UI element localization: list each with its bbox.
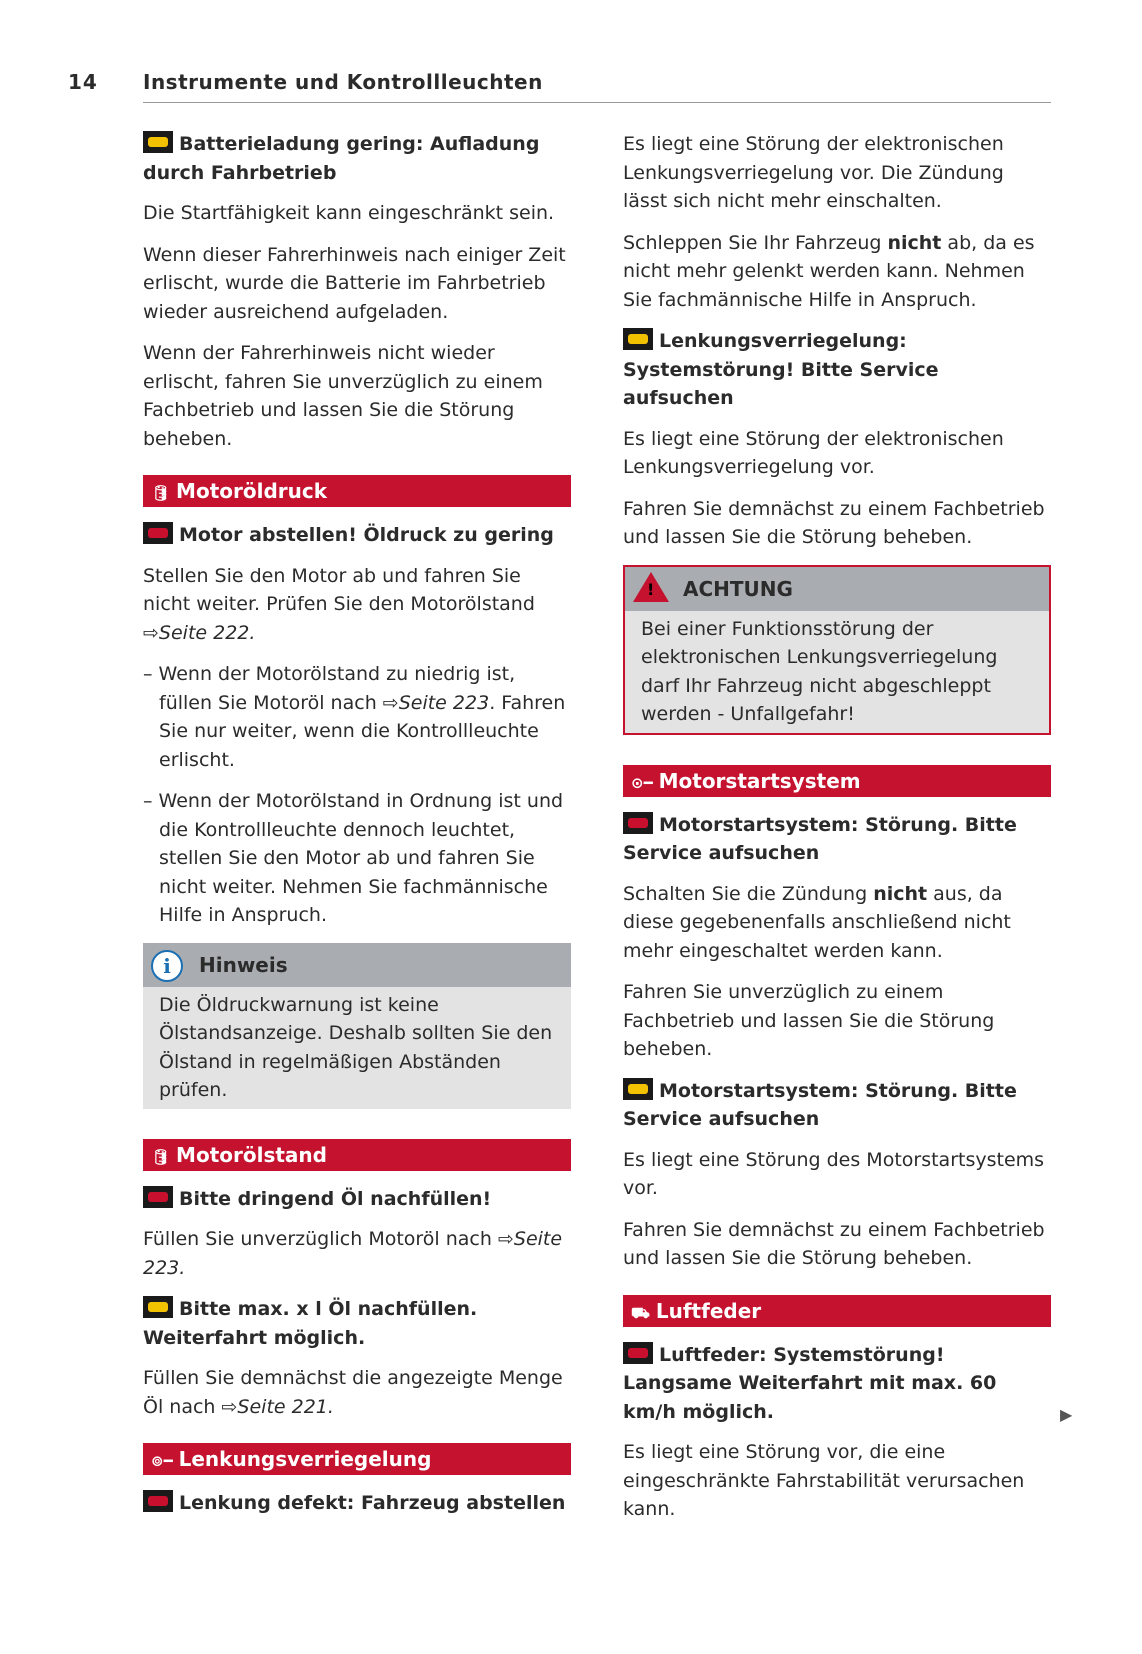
text: Stellen Sie den Motor ab und fahren Sie nicht weiter. Prüfen Sie den Motorölstand [143,564,535,615]
start-key-icon: ⊙━ [631,773,653,792]
oil-can-icon: 🛢 [151,484,171,502]
page-title: Instrumente und Kontrollleuchten [143,70,543,94]
battery-heading [143,130,571,187]
paragraph: Es liegt eine Störung des Motorstartsystems vor. [623,1148,1045,1199]
note-box [143,943,571,1109]
paragraph [143,562,571,648]
air-suspension-icon: ⛟ [631,1303,650,1322]
section-title: Motorölstand [176,1142,327,1167]
oil-level-yellow-icon [143,1296,173,1318]
heading-text: Luftfeder: Systemstörung! Langsame Weiterfahrt mit max. 60 km/h möglich. [623,1343,997,1423]
heading-text: Lenkung defekt: Fahrzeug abstellen [179,1492,566,1514]
paragraph [143,1225,571,1282]
warning-header [625,567,1049,611]
section-bar-steering-lock [143,1443,571,1475]
section-bar-engine-start [623,765,1051,797]
steering-heading-2 [623,327,1051,413]
text: Schalten Sie die Zündung [623,882,874,905]
warning-title: ACHTUNG [683,576,793,601]
paragraph: Fahren Sie unverzüglich zu einem Fachbetrieb und lassen Sie die Störung beheben. [623,981,995,1060]
paragraph [143,1364,571,1421]
list-item [143,660,571,774]
emphasis: nicht [873,882,928,905]
oil-pressure-icon [143,522,173,544]
paragraph: Es liegt eine Störung der elektronischen Lenkungsverriegelung vor. Die Zündung lässt sich nicht mehr einschalten. [623,133,1004,212]
paragraph: Es liegt eine Störung der elektronischen Lenkungsverriegelung vor. [623,427,1004,478]
text: Schleppen Sie Ihr Fahrzeug [623,231,888,254]
paragraph: Die Startfähigkeit kann eingeschränkt sein. [143,202,555,224]
oil-level-heading-2 [143,1295,571,1352]
note-title: Hinweis [199,952,288,977]
section-title: Motoröldruck [176,479,328,503]
paragraph: Fahren Sie demnächst zu einem Fachbetrieb und lassen Sie die Störung beheben. [623,1218,1045,1269]
text: . Fahren Sie nur weiter, wenn die Kontrollleuchte erlischt. [159,691,566,771]
emphasis: nicht [887,231,942,254]
air-suspension-heading [623,1341,1051,1427]
section-title: Luftfeder [655,1298,762,1323]
warning-box [623,565,1051,735]
heading-text: Bitte dringend Öl nachfüllen! [179,1187,492,1210]
note-text: Die Öldruckwarnung ist keine Ölstandsanzeige. Deshalb sollten Sie den Ölstand in regelmäßigen Abständen prüfen. [159,993,553,1101]
battery-icon [143,131,173,153]
paragraph [623,229,1051,315]
section-title: Motorstartsystem [658,768,861,793]
paragraph: Wenn dieser Fahrerhinweis nach einiger Zeit erlischt, wurde die Batterie im Fahrbetrieb wieder ausreichend aufgeladen. [143,243,566,323]
page-number: 14 [68,70,98,94]
page-reference-link[interactable]: ⇨Seite 223. [143,1228,563,1279]
note-header [143,943,571,987]
start-heading [623,811,1051,868]
paragraph [623,880,1051,966]
heading-text: Motorstartsystem: Störung. Bitte Service aufsuchen [623,813,1017,864]
warning-text: Bei einer Funktionsstörung der elektronischen Lenkungsverriegelung darf Ihr Fahrzeug nicht abgeschleppt werden - Unfallgefahr! [641,617,998,725]
oil-level-icon: 🛢 [151,1147,171,1166]
air-suspension-red-icon [623,1342,653,1364]
section-bar-air-suspension [623,1295,1051,1327]
heading-text: Lenkungsverriegelung: Systemstörung! Bitte Service aufsuchen [623,330,939,409]
start-system-yellow-icon [623,1078,653,1100]
paragraph: Wenn der Fahrerhinweis nicht wieder erlischt, fahren Sie unverzüglich zu einem Fachbetrieb und lassen Sie die Störung beheben. [143,342,543,450]
section-bar-oil-pressure [143,475,571,507]
start-heading-2 [623,1077,1051,1134]
heading-text: Motorstartsystem: Störung. Bitte Service aufsuchen [623,1079,1017,1130]
steering-lock-yellow-icon [623,328,653,350]
text: – Wenn der Motorölstand zu niedrig ist, füllen Sie Motoröl nach [143,663,516,714]
text: aus, da diese gegebenenfalls anschließend nicht mehr eingeschaltet werden kann. [623,882,1011,962]
oil-level-heading [143,1185,571,1214]
paragraph: Fahren Sie demnächst zu einem Fachbetrieb und lassen Sie die Störung beheben. [623,497,1045,548]
heading-text: Motor abstellen! Öldruck zu gering [179,524,554,546]
section-bar-oil-level [143,1139,571,1171]
list-item: – Wenn der Motorölstand in Ordnung ist und die Kontrollleuchte dennoch leuchtet, stellen Sie den Motor ab und fahren Sie nicht weiter. Nehmen Sie fachmännische Hilfe in Anspruch. [143,790,564,926]
oil-level-red-icon [143,1186,173,1208]
oil-pressure-heading [143,521,571,550]
page-reference-link[interactable]: ⇨Seite 223 [382,691,490,714]
page-reference-link[interactable]: ⇨Seite 222. [143,621,256,644]
right-column [623,130,1051,1537]
text: ab, da es nicht mehr gelenkt werden kann. Nehmen Sie fachmännische Hilfe in Anspruch. [623,231,1035,311]
section-title: Lenkungsverriegelung [178,1447,432,1471]
steering-heading [143,1489,571,1518]
start-system-red-icon [623,812,653,834]
steering-lock-red-icon [143,1490,173,1512]
left-column [143,130,571,1530]
continue-arrow-icon: ▶ [1060,1405,1073,1424]
heading-text: Batterieladung gering: Aufladung durch Fahrbetrieb [143,133,540,184]
info-icon: i [151,950,183,982]
steering-key-icon: ⊚━ [151,1452,173,1470]
paragraph: Es liegt eine Störung vor, die eine eingeschränkte Fahrstabilität verursachen kann. [623,1441,1025,1520]
header-divider [143,102,1051,103]
page-reference-link[interactable]: ⇨Seite 221. [221,1395,334,1418]
text: Füllen Sie demnächst die angezeigte Menge Öl nach [143,1367,563,1418]
warning-triangle-icon: ! [633,572,669,602]
text: Füllen Sie unverzüglich Motoröl nach [143,1228,492,1250]
heading-text: Bitte max. x l Öl nachfüllen. Weiterfahrt möglich. [143,1298,478,1349]
